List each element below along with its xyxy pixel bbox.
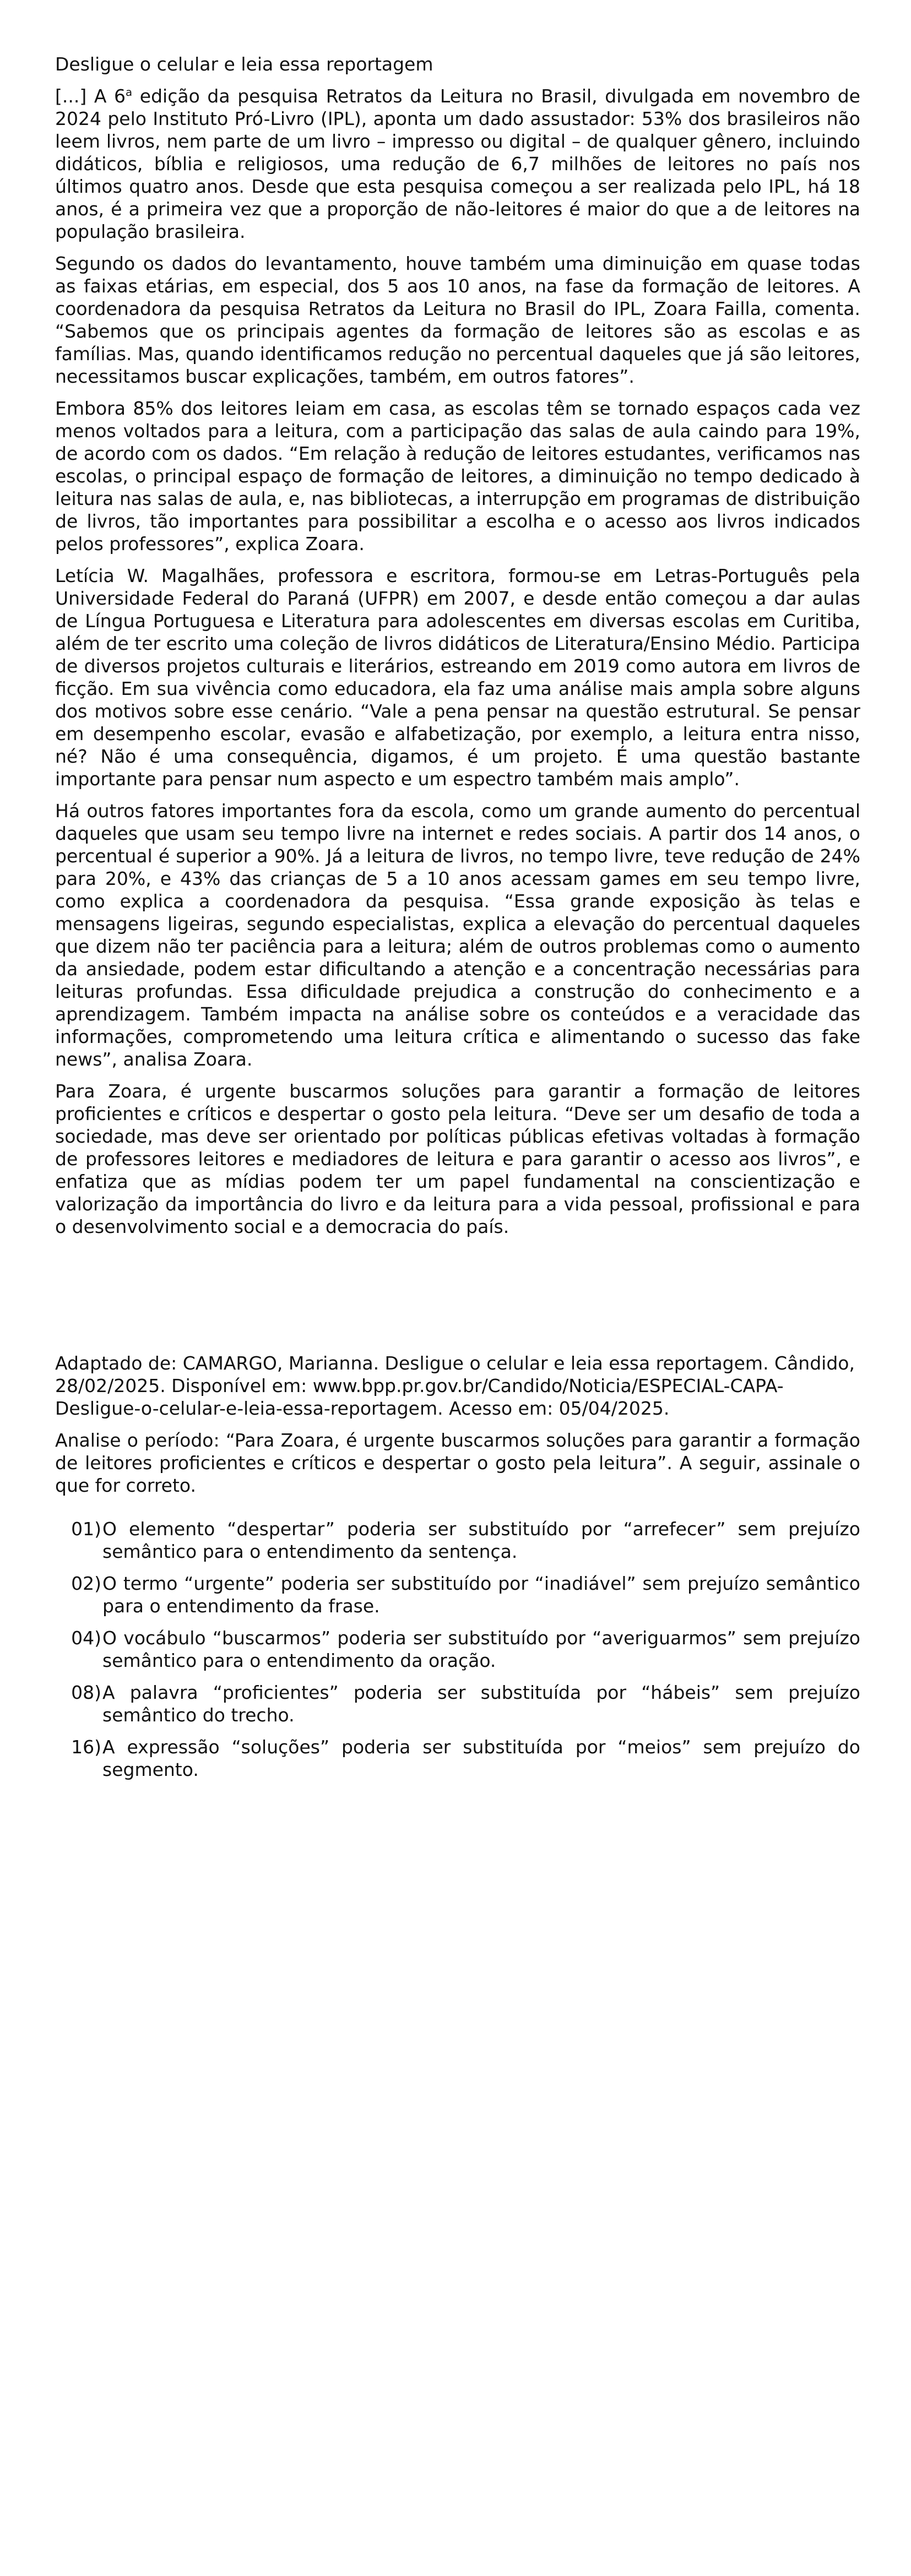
question-prompt: Analise o período: “Para Zoara, é urgente buscarmos soluções para garantir a formação de leitores proficientes e críticos e despertar o gosto pela leitura”. A seguir, assinale o que for correto. [55, 1430, 860, 1496]
option-text: O vocábulo “buscarmos” poderia ser substituído por “averiguarmos” sem prejuízo semântico para o entendimento da oração. [102, 1627, 860, 1671]
option-text: A expressão “soluções” poderia ser substituída por “meios” sem prejuízo do segmento. [102, 1736, 860, 1780]
answer-option [55, 1736, 860, 1781]
article-paragraph-3: Embora 85% dos leitores leiam em casa, as escolas têm se tornado espaços cada vez menos voltados para a leitura, com a participação das salas de aula caindo para 19%, de acordo com os dados. “Em relação à redução de leitores estudantes, verificamos nas escolas, o principal espaço de formação de leitores, a diminuição no tempo dedicado à leitura nas salas de aula, e, nas bibliotecas, a interrupção em programas de distribuição de livros, tão importantes para possibilitar a escolha e o acesso aos livros indicados pelos professores”, explica Zoara. [55, 398, 860, 555]
option-number: 16) [71, 1736, 101, 1758]
article-title: Desligue o celular e leia essa reportagem [55, 53, 433, 75]
option-number: 02) [71, 1573, 101, 1594]
answer-options [55, 1518, 860, 1781]
article [55, 53, 860, 1238]
article-paragraph-1 [55, 85, 860, 243]
question-section [55, 1352, 860, 1790]
article-paragraph-6: Para Zoara, é urgente buscarmos soluções para garantir a formação de leitores proficientes e críticos e despertar o gosto pela leitura. “Deve ser um desafio de toda a sociedade, mas deve ser orientado por políticas públicas efetivas voltadas à formação de professores leitores e mediadores de leitura e para garantir o acesso aos livros”, e enfatiza que as mídias podem ter um papel fundamental na conscientização e valorização da importância do livro e da leitura para a vida pessoal, profissional e para o desenvolvimento social e a democracia do país. [55, 1080, 860, 1237]
option-number: 04) [71, 1627, 101, 1649]
option-number: 08) [71, 1682, 101, 1703]
answer-option [55, 1681, 860, 1726]
answer-option [55, 1627, 860, 1672]
option-text: A palavra “proficientes” poderia ser substituída por “hábeis” sem prejuízo semântico do trecho. [102, 1682, 860, 1726]
source-citation: Adaptado de: CAMARGO, Marianna. Desligue o celular e leia essa reportagem. Cândido, 28/02/2025. Disponível em: www.bpp.pr.gov.br/Candido/Noticia/ESPECIAL-CAPA-Desligue-o-celular-e-leia-essa-reportagem. Acesso em: 05/04/2025. [55, 1352, 855, 1419]
option-text: O termo “urgente” poderia ser substituído por “inadiável” sem prejuízo semântico para o entendimento da frase. [102, 1573, 860, 1617]
article-paragraph-2: Segundo os dados do levantamento, houve também uma diminuição em quase todas as faixas etárias, em especial, dos 5 aos 10 anos, na fase da formação de leitores. A coordenadora da pesquisa Retratos da Leitura no Brasil do IPL, Zoara Failla, comenta. “Sabemos que os principais agentes da formação de leitores são as escolas e as famílias. Mas, quando identificamos redução no percentual daqueles que já são leitores, necessitamos buscar explicações, também, em outros fatores”. [55, 253, 860, 387]
ordinal-indicator: a [126, 86, 133, 99]
article-paragraph-5: Há outros fatores importantes fora da escola, como um grande aumento do percentual daqueles que usam seu tempo livre na internet e redes sociais. A partir dos 14 anos, o percentual é superior a 90%. Já a leitura de livros, no tempo livre, teve redução de 24% para 20%, e 43% das crianças de 5 a 10 anos acessam games em seu tempo livre, como explica a coordenadora da pesquisa. “Essa grande exposição às telas e mensagens ligeiras, segundo especialistas, explica a elevação do percentual daqueles que dizem não ter paciência para a leitura; além de outros problemas como o aumento da ansiedade, podem estar dificultando a atenção e a concentração necessárias para leituras profundas. Essa dificuldade prejudica a construção do conhecimento e a aprendizagem. Também impacta na análise sobre os conteúdos e a veracidade das informações, comprometendo uma leitura crítica e alimentando o sucesso das fake news”, analisa Zoara. [55, 800, 860, 1070]
paragraph-1-start: [...] A 6 [55, 85, 126, 107]
article-paragraph-4: Letícia W. Magalhães, professora e escritora, formou-se em Letras-Português pela Universidade Federal do Paraná (UFPR) em 2007, e desde então começou a dar aulas de Língua Portuguesa e Literatura para adolescentes em diversas escolas em Curitiba, além de ter escrito uma coleção de livros didáticos de Literatura/Ensino Médio. Participa de diversos projetos culturais e literários, estreando em 2019 como autora em livros de ficção. Em sua vivência como educadora, ela faz uma análise mais ampla sobre alguns dos motivos sobre esse cenário. “Vale a pena pensar na questão estrutural. Se pensar em desempenho escolar, evasão e alfabetização, por exemplo, a leitura entra nisso, né? Não é uma consequência, digamos, é um projeto. É uma questão bastante importante para pensar num aspecto e um espectro também mais amplo”. [55, 565, 860, 790]
answer-option [55, 1518, 860, 1563]
option-number: 01) [71, 1518, 101, 1540]
option-text: O elemento “despertar” poderia ser substituído por “arrefecer” sem prejuízo semântico para o entendimento da sentença. [102, 1518, 860, 1562]
answer-option [55, 1572, 860, 1617]
paragraph-1-rest: edição da pesquisa Retratos da Leitura no Brasil, divulgada em novembro de 2024 pelo Instituto Pró-Livro (IPL), aponta um dado assustador: 53% dos brasileiros não leem livros, nem parte de um livro – impresso ou digital – de qualquer gênero, incluindo didáticos, bíblia e religiosos, uma redução de 6,7 milhões de leitores no país nos últimos quatro anos. Desde que esta pesquisa começou a ser realizada pelo IPL, há 18 anos, é a primeira vez que a proporção de não-leitores é maior do que a de leitores na população brasileira. [55, 85, 860, 242]
